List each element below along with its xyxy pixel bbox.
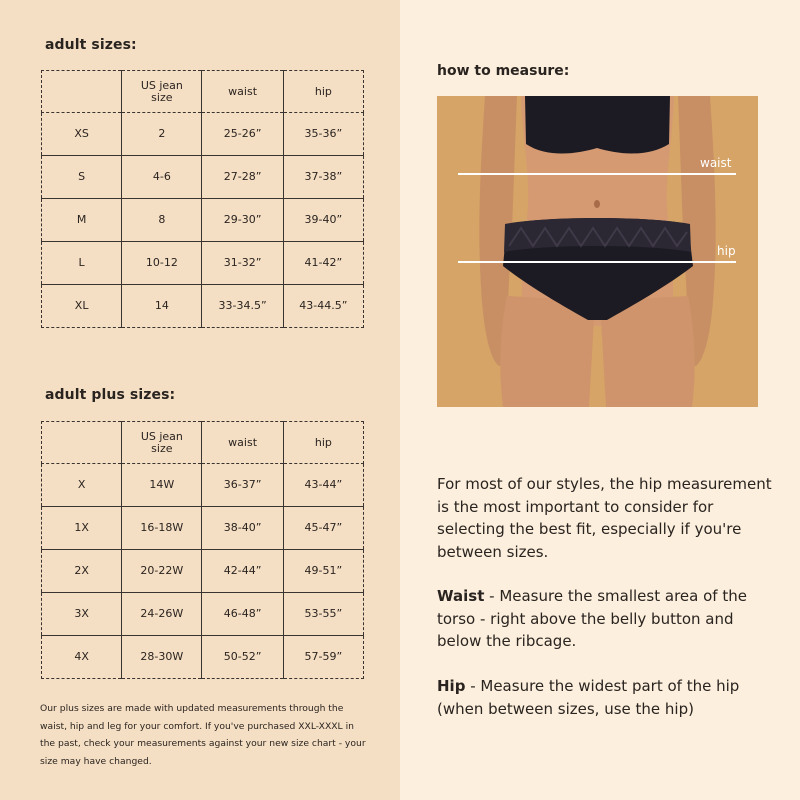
waist-cell: 42-44”: [202, 550, 283, 593]
hip-label: hip: [717, 244, 736, 258]
how-to-measure-title: how to measure:: [437, 63, 570, 79]
header-size: [42, 71, 122, 113]
header-hip: hip: [283, 71, 363, 113]
hip-cell: 45-47”: [283, 507, 363, 550]
header-waist: waist: [202, 422, 283, 464]
hip-cell: 35-36”: [283, 113, 363, 156]
waist-guide-line: [458, 173, 736, 175]
hip-cell: 41-42”: [283, 242, 363, 285]
hip-term: Hip: [437, 677, 466, 695]
hip-cell: 43-44”: [283, 464, 363, 507]
size-cell: 3X: [42, 593, 122, 636]
table-header-row: [42, 71, 364, 113]
hip-cell: 57-59”: [283, 636, 363, 679]
waist-cell: 50-52”: [202, 636, 283, 679]
table-row: [42, 199, 364, 242]
jean-size-cell: 16-18W: [122, 507, 202, 550]
table-row: [42, 507, 364, 550]
jean-size-cell: 14: [122, 285, 202, 328]
jean-size-cell: 10-12: [122, 242, 202, 285]
waist-cell: 46-48”: [202, 593, 283, 636]
hip-cell: 53-55”: [283, 593, 363, 636]
waist-instruction: [437, 585, 777, 653]
hip-instruction-text: - Measure the widest part of the hip (when between sizes, use the hip): [437, 677, 740, 718]
size-cell: M: [42, 199, 122, 242]
adult-sizes-table: [41, 70, 364, 328]
waist-cell: 27-28”: [202, 156, 283, 199]
hip-guide-line: [458, 261, 736, 263]
table-header-row: [42, 422, 364, 464]
jean-size-cell: 28-30W: [122, 636, 202, 679]
header-waist: waist: [202, 71, 283, 113]
table-row: [42, 156, 364, 199]
waist-instruction-text: - Measure the smallest area of the torso - right above the belly button and below the ribcage.: [437, 587, 747, 650]
hip-instruction: [437, 675, 777, 720]
table-row: [42, 550, 364, 593]
size-cell: 1X: [42, 507, 122, 550]
waist-cell: 33-34.5”: [202, 285, 283, 328]
jean-size-cell: 2: [122, 113, 202, 156]
hip-cell: 43-44.5”: [283, 285, 363, 328]
header-jean-size: US jean size: [122, 422, 202, 464]
waist-cell: 36-37”: [202, 464, 283, 507]
size-cell: XL: [42, 285, 122, 328]
header-hip: hip: [283, 422, 363, 464]
table-row: [42, 285, 364, 328]
hip-cell: 37-38”: [283, 156, 363, 199]
hip-cell: 49-51”: [283, 550, 363, 593]
adult-plus-sizes-title: adult plus sizes:: [45, 387, 176, 403]
jean-size-cell: 20-22W: [122, 550, 202, 593]
adult-plus-sizes-table: [41, 421, 364, 679]
table-row: [42, 593, 364, 636]
header-jean-size: US jean size: [122, 71, 202, 113]
size-cell: L: [42, 242, 122, 285]
jean-size-cell: 24-26W: [122, 593, 202, 636]
model-illustration: [437, 96, 758, 407]
waist-term: Waist: [437, 587, 485, 605]
waist-cell: 29-30”: [202, 199, 283, 242]
header-size: [42, 422, 122, 464]
model-photo: [437, 96, 758, 407]
waist-label: waist: [700, 156, 732, 170]
jean-size-cell: 8: [122, 199, 202, 242]
plus-size-footnote: Our plus sizes are made with updated measurements through the waist, hip and leg for your comfort. If you've purchased XXL-XXXL in the past, check your measurements against your new size chart - your size may have changed.: [40, 703, 366, 767]
jean-size-cell: 14W: [122, 464, 202, 507]
size-cell: XS: [42, 113, 122, 156]
size-cell: X: [42, 464, 122, 507]
waist-cell: 31-32”: [202, 242, 283, 285]
waist-cell: 25-26”: [202, 113, 283, 156]
table-row: [42, 636, 364, 679]
size-cell: 4X: [42, 636, 122, 679]
hip-importance-text: For most of our styles, the hip measurement is the most important to consider for selecting the best fit, especially if you're between sizes.: [437, 475, 772, 561]
adult-sizes-title: adult sizes:: [45, 37, 137, 53]
table-row: [42, 464, 364, 507]
table-row: [42, 242, 364, 285]
size-cell: S: [42, 156, 122, 199]
table-row: [42, 113, 364, 156]
hip-cell: 39-40”: [283, 199, 363, 242]
waist-cell: 38-40”: [202, 507, 283, 550]
size-cell: 2X: [42, 550, 122, 593]
jean-size-cell: 4-6: [122, 156, 202, 199]
